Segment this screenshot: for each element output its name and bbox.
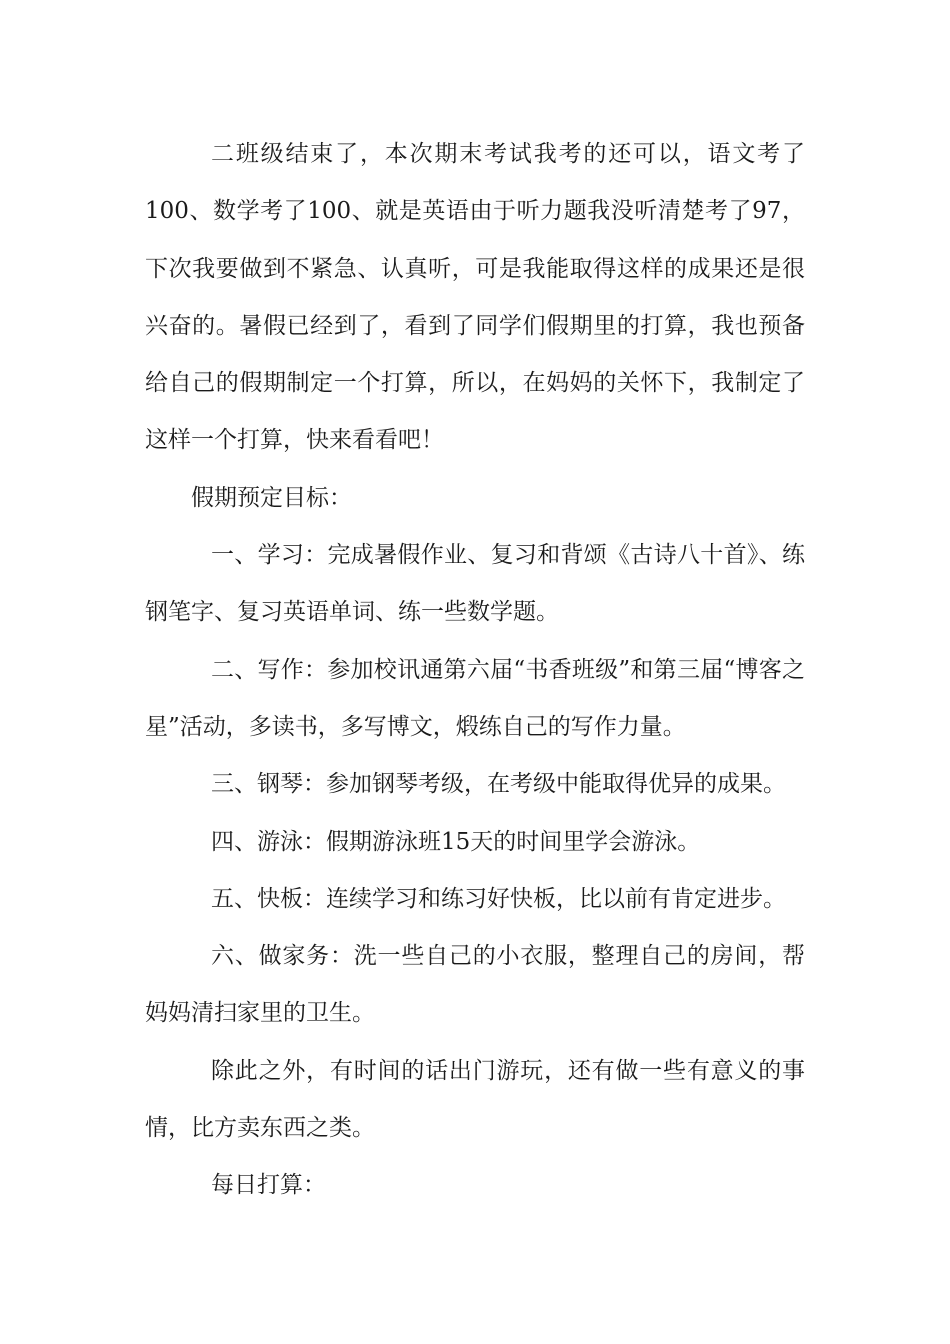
goal-piano: 三、钢琴：参加钢琴考级，在考级中能取得优异的成果。 [211, 771, 786, 798]
goal-kuaiban: 五、快板：连续学习和练习好快板，比以前有肯定进步。 [211, 885, 786, 912]
daily-plan-heading: 每日打算： [211, 1172, 326, 1199]
goal-swimming: 四、游泳：假期游泳班15天的时间里学会游泳。 [211, 828, 701, 855]
goal-study: 一、学习：完成暑假作业、复习和背颂《古诗八十首》、练钢笔字、复习英语单词、练一些数学题。 [145, 542, 805, 626]
document-body [145, 126, 805, 1215]
goal-writing: 二、写作：参加校讯通第六届“书香班级”和第三届“博客之星”活动，多读书，多写博文，煅练自己的写作力量。 [145, 656, 805, 740]
goals-heading: 假期预定目标： [191, 484, 352, 511]
goal-housework: 六、做家务：洗一些自己的小衣服，整理自己的房间，帮妈妈清扫家里的卫生。 [145, 943, 805, 1027]
extra-activities-paragraph: 除此之外，有时间的话出门游玩，还有做一些有意义的事情，比方卖东西之类。 [145, 1057, 805, 1142]
intro-paragraph: 二班级结束了，本次期末考试我考的还可以，语文考了100、数学考了100、就是英语由于听力题我没听清楚考了97，下次我要做到不紧急、认真听，可是我能取得这样的成果还是很兴奋的。暑假已经到了，看到了同学们假期里的打算，我也预备给自己的假期制定一个打算，所以，在妈妈的关怀下，我制定了这样一个打算，快来看看吧！ [145, 141, 805, 454]
